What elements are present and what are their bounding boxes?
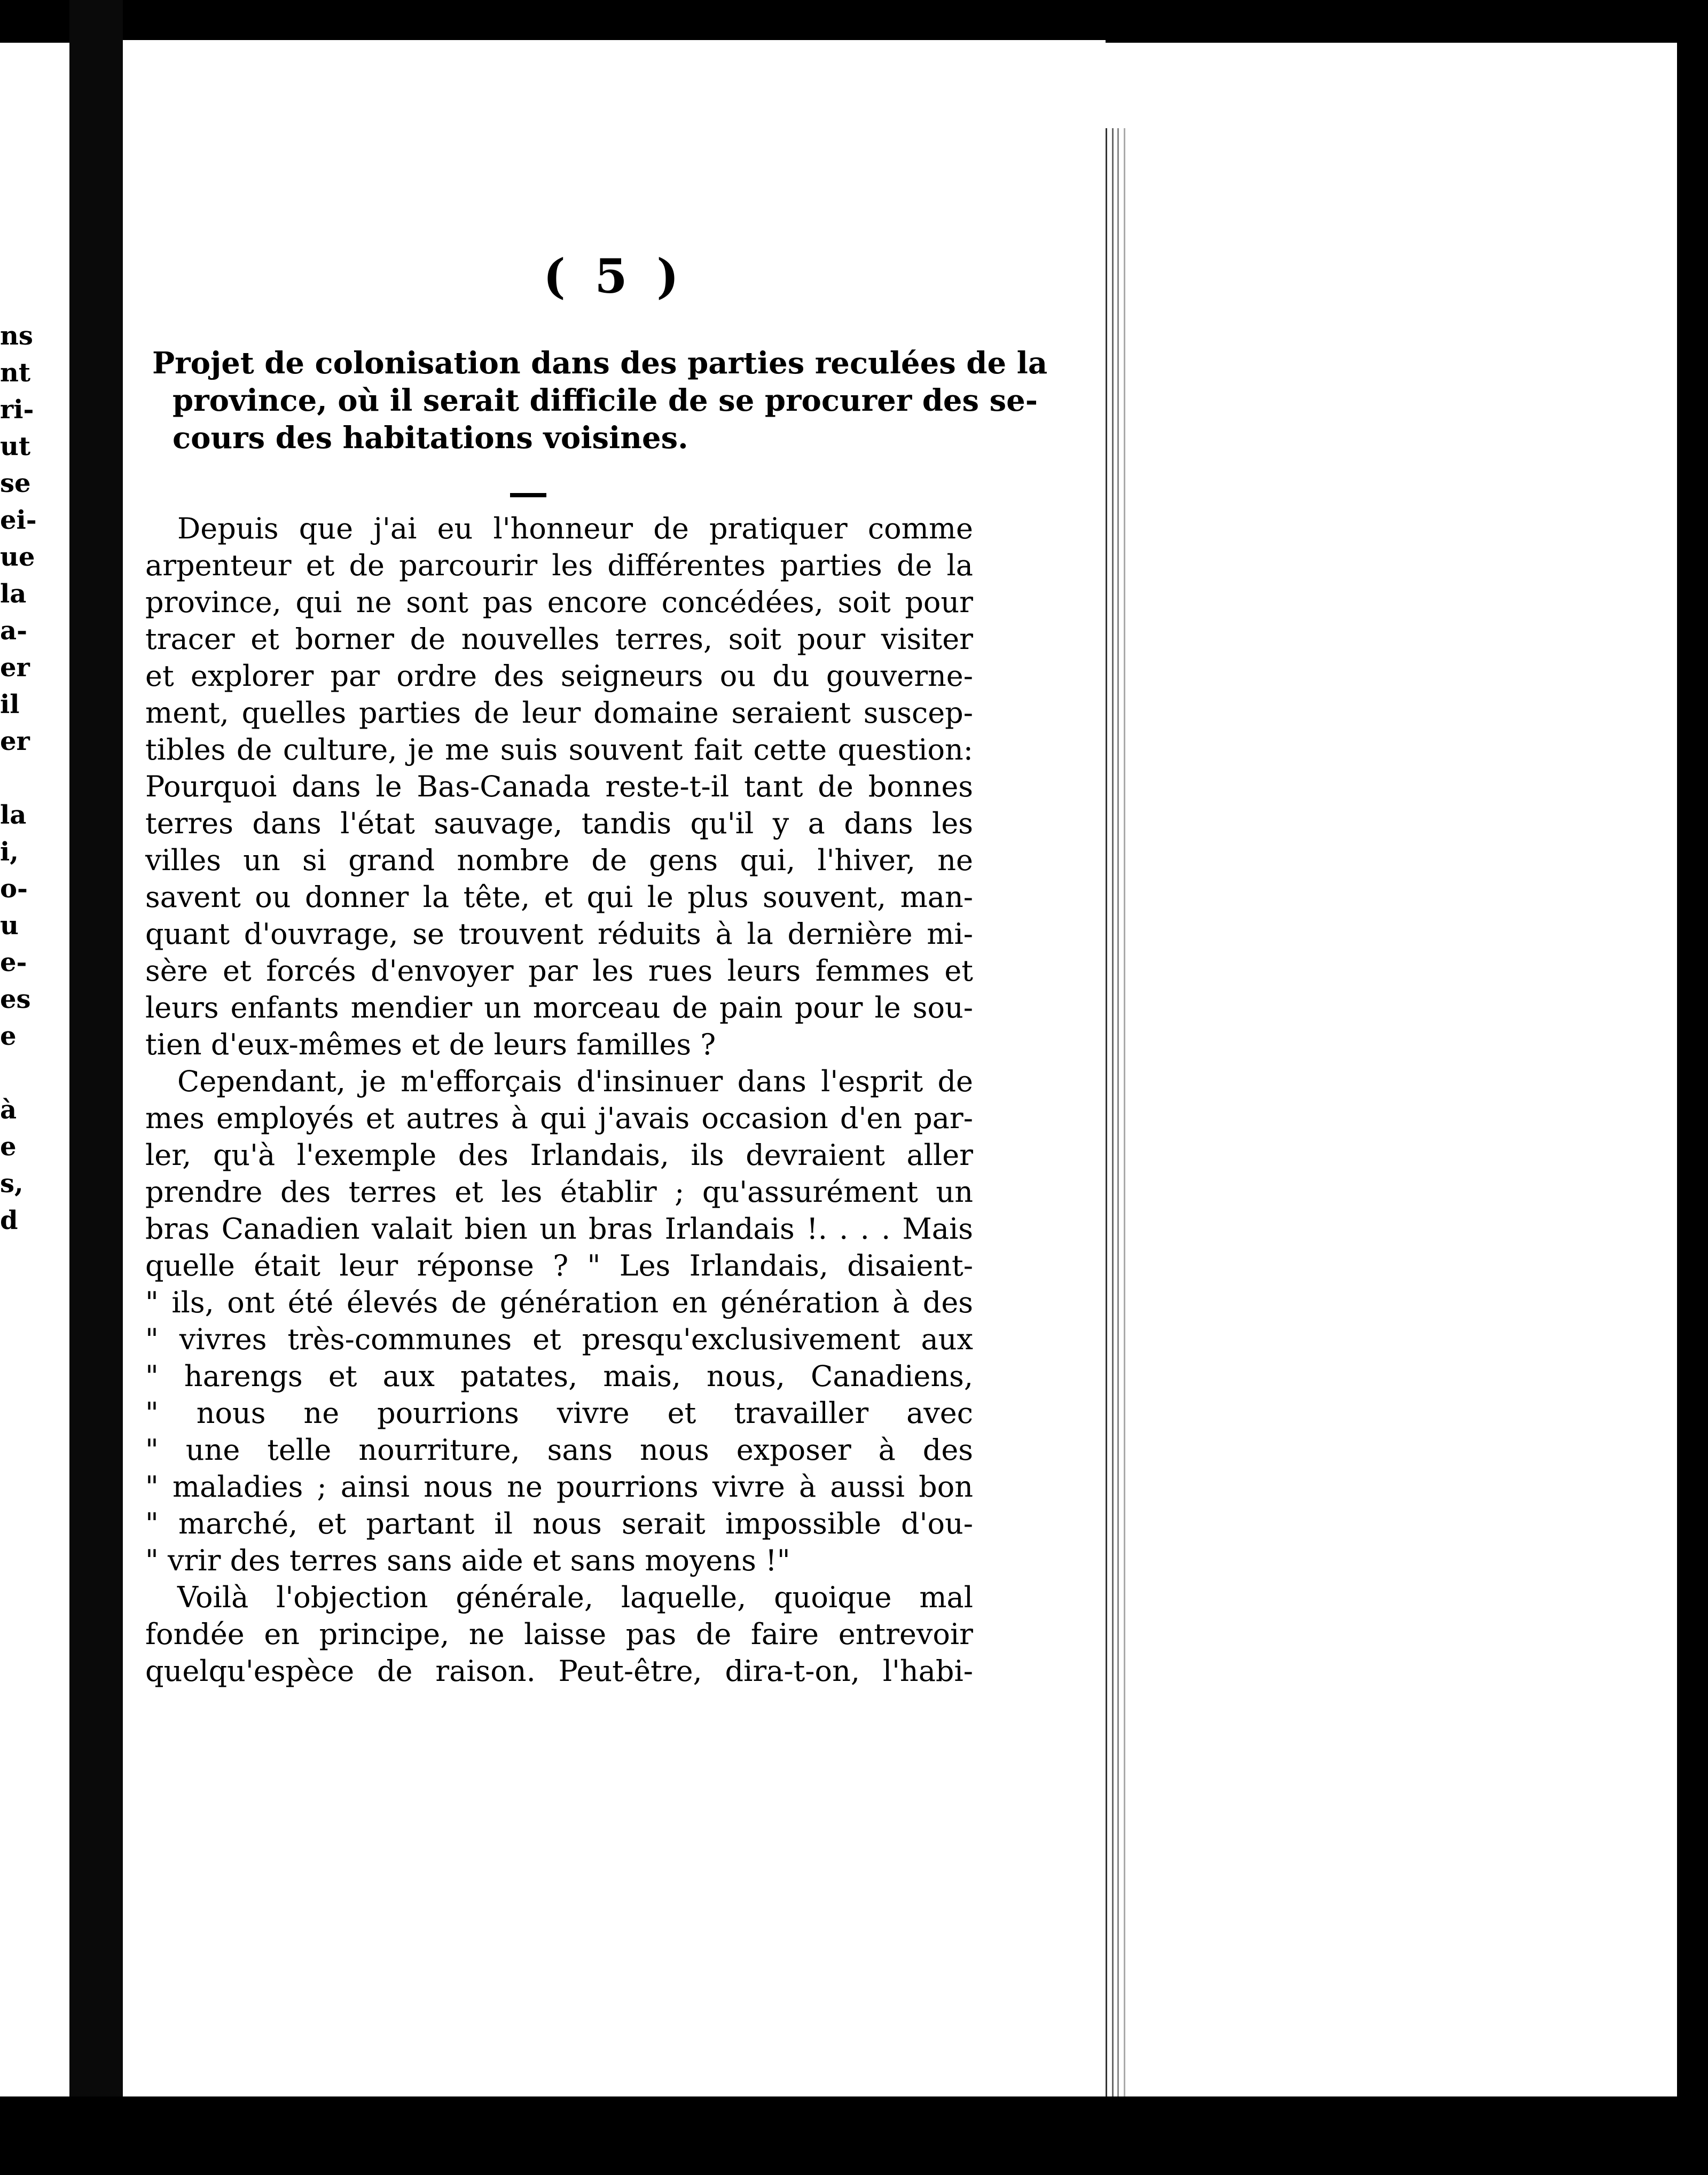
fragment-line: ei- xyxy=(0,505,37,535)
fragment-line: à xyxy=(0,1095,17,1125)
page-number: ( 5 ) xyxy=(543,248,685,304)
fragment-line: e xyxy=(0,1021,17,1051)
fragment-line: u xyxy=(0,911,19,941)
fragment-line: il xyxy=(0,690,20,719)
fragment-line: ns xyxy=(0,321,33,351)
fragment-line: la xyxy=(0,579,27,609)
text-line: " ils, ont été élevés de génération en génération à des xyxy=(145,1286,973,1319)
text-line: bras Canadien valait bien un bras Irlandais !. . . . Mais xyxy=(145,1212,973,1246)
fragment-line: o- xyxy=(0,874,28,904)
page-edge-line xyxy=(1106,128,1107,2104)
fragment-line: nt xyxy=(0,358,31,388)
left-page-fragment xyxy=(0,43,69,2099)
fragment-line: i, xyxy=(0,837,19,867)
page-edge-line xyxy=(1117,128,1119,2104)
binding-gutter xyxy=(69,0,123,2175)
text-line: villes un si grand nombre de gens qui, l'hiver, ne xyxy=(145,843,973,877)
text-line: " vrir des terres sans aide et sans moyens !" xyxy=(145,1544,790,1577)
section-title xyxy=(152,345,1048,457)
fragment-line: e- xyxy=(0,948,27,977)
text-line: terres dans l'état sauvage, tandis qu'il y a dans les xyxy=(145,807,973,840)
fragment-line: d xyxy=(0,1206,18,1235)
fragment-line: es xyxy=(0,984,31,1014)
book-page xyxy=(123,40,1106,2096)
fragment-line: la xyxy=(0,800,27,830)
title-divider xyxy=(510,493,546,497)
fragment-line: er xyxy=(0,653,30,683)
text-line: " maladies ; ainsi nous ne pourrions vivre à aussi bon xyxy=(145,1470,973,1504)
text-line: tien d'eux-mêmes et de leurs familles ? xyxy=(145,1028,716,1061)
text-line: fondée en principe, ne laisse pas de faire entrevoir xyxy=(145,1617,973,1651)
fragment-line: ri- xyxy=(0,395,34,425)
text-line: savent ou donner la tête, et qui le plus souvent, man- xyxy=(145,880,973,914)
fragment-line: se xyxy=(0,468,31,498)
text-line: tracer et borner de nouvelles terres, soit pour visiter xyxy=(145,622,973,656)
title-line: province, où il serait difficile de se procurer des se- xyxy=(173,383,1038,418)
text-line: province, qui ne sont pas encore concédées, soit pour xyxy=(145,585,973,619)
text-line: sère et forcés d'envoyer par les rues leurs femmes et xyxy=(145,954,973,988)
text-line: ment, quelles parties de leur domaine seraient suscep- xyxy=(145,696,973,730)
fragment-line: ut xyxy=(0,432,31,461)
text-line: Cependant, je m'efforçais d'insinuer dans l'esprit de xyxy=(177,1065,973,1098)
text-line: prendre des terres et les établir ; qu'assurément un xyxy=(145,1175,973,1209)
text-line: leurs enfants mendier un morceau de pain pour le sou- xyxy=(145,991,973,1024)
text-line: " une telle nourriture, sans nous exposer à des xyxy=(145,1433,973,1467)
fragment-line: s, xyxy=(0,1169,23,1199)
text-line: quelqu'espèce de raison. Peut-être, dira-t-on, l'habi- xyxy=(145,1654,973,1688)
text-line: Voilà l'objection générale, laquelle, quoique mal xyxy=(177,1581,973,1614)
fragment-line: a- xyxy=(0,616,28,646)
page-edge-line xyxy=(1124,128,1125,2104)
text-line: " marché, et partant il nous serait impossible d'ou- xyxy=(145,1507,973,1540)
text-line: arpenteur et de parcourir les différentes parties de la xyxy=(145,549,973,582)
fragment-line: e xyxy=(0,1132,17,1162)
text-line: " nous ne pourrions vivre et travailler avec xyxy=(145,1396,973,1430)
text-line: quant d'ouvrage, se trouvent réduits à la dernière mi- xyxy=(145,917,973,951)
text-line: quelle était leur réponse ? " Les Irlandais, disaient- xyxy=(145,1249,973,1282)
page-edge-line xyxy=(1112,128,1114,2104)
text-line: " vivres très-communes et presqu'exclusivement aux xyxy=(145,1323,973,1356)
text-line: Depuis que j'ai eu l'honneur de pratiquer comme xyxy=(177,512,973,545)
page-edge-area xyxy=(1106,43,1677,2099)
title-line: cours des habitations voisines. xyxy=(173,420,688,456)
text-line: Pourquoi dans le Bas-Canada reste-t-il tant de bonnes xyxy=(145,770,973,803)
body-text xyxy=(145,510,973,1689)
text-line: et explorer par ordre des seigneurs ou du gouverne- xyxy=(145,659,973,693)
scan-bottom-band xyxy=(0,2096,1708,2175)
text-line: " harengs et aux patates, mais, nous, Canadiens, xyxy=(145,1359,973,1393)
fragment-line: er xyxy=(0,726,30,756)
text-line: mes employés et autres à qui j'avais occasion d'en par- xyxy=(145,1101,973,1135)
title-line: Projet de colonisation dans des parties reculées de la xyxy=(152,346,1048,381)
text-line: tibles de culture, je me suis souvent fait cette question: xyxy=(145,733,973,766)
fragment-line: ue xyxy=(0,542,35,572)
text-line: ler, qu'à l'exemple des Irlandais, ils devraient aller xyxy=(145,1138,973,1172)
